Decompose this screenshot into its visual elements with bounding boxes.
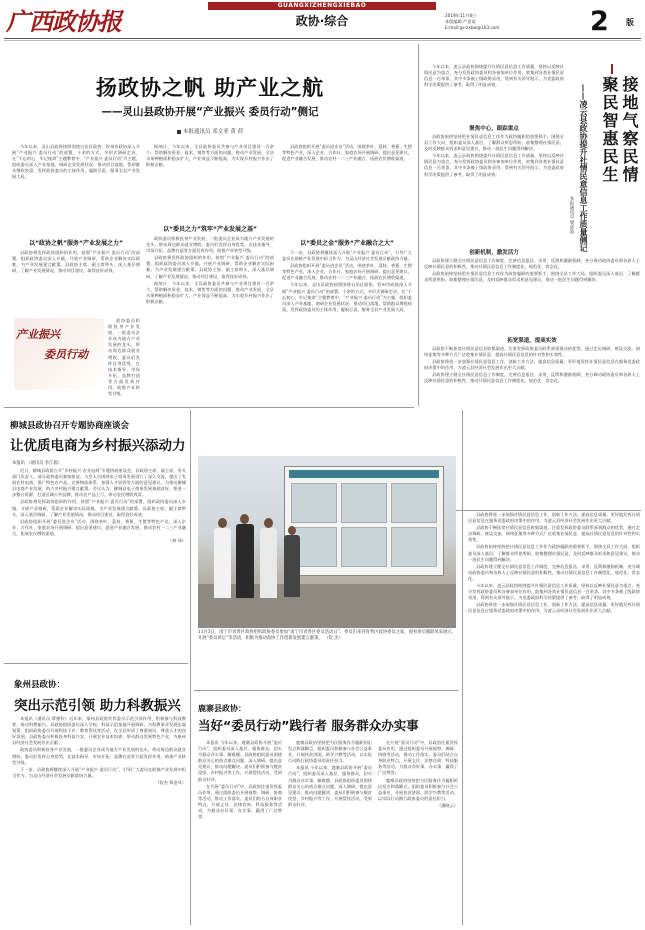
lead-body-col1: 今年以来，灵山县政协按照围绕自治区政协、钦州市政协深入开展“产业振兴 委员行动”的部署，十余的方式，多形式调研走访、在“不忘初心、牢记使命”主题教育中，“产业振兴 委员行动”为主题，组织委员深入产业基地、调研企业发展状况、推动项目落地，帮助群众增收致富，发挥政协委员的主体作用，履职尽责，服务全县产业发展大局。 (12, 144, 140, 180)
article3-body: 本报讯（通讯员 覃德钦）近年来，象州县政协发挥委员示范引领作用，积极参与科技教育，推动科教振兴。县政协组织委员深入学校、科技示范基地开展调研，为科教事业发展出谋划策，组织政协委员开展科技下乡、教育帮扶等活动，在全县形成了尊重知识、尊重人才的良好氛围。县政协委员积极投身科技兴农，开展农业技术培训，带动群众发展特色产业，为象州县经济社会发展作出贡献。 政协委员积极投身产业发展，一批委员企业成为地方产业发展的龙头，带动周边群众就业增收。委员们发挥自身优势，在技术指导、市场开拓、品牌打造等方面发挥作用，助推产业转型升级。 下一步，县政协将继续深入开展“产业振兴 委员行动”，引导广大委员在助推产业发展中担当作为，为灵山经济社会发展贡献政协力量。 （钦杰 覃金凤） (12, 716, 186, 785)
page-number: 2 (590, 6, 609, 37)
article3-headline: 突出示范引领 助力科教振兴 (14, 698, 181, 714)
page-suffix: 版 (626, 17, 634, 27)
article3-sign: （钦杰 覃金凤） (155, 779, 186, 785)
feature-headline-line1: 接地气察民情 (620, 76, 639, 184)
issue-editor: 本版编辑 严思诺 (445, 19, 476, 24)
article2-sign: （林 伟） (167, 538, 186, 544)
section-rule (4, 663, 188, 664)
issue-date: 2019年11月8日 (445, 13, 477, 18)
issue-email: E-mail:gx-zxbw@163.com (445, 25, 500, 30)
issue-info (445, 13, 499, 31)
lead-body-col2b: 政协委员积极投身产业发展，一批委员企业成为地方产业发展的龙头，带动周边群众就业增收。委员们发挥自身优势，在技术指导、市场开拓、品牌打造等方面发挥作用，助推产业转型升级。 县政协将发挥政协组织的作用，按照“产业振兴 委员行动”的部署，组织政协委员深入乡镇，开展产业调研，帮助企业解决实际困难，为产业发展建言献策。县政协主席、副主席带头，深入基层调研，了解产业发展情况，推动项目建设，取得良好成效。 据统计，今年以来，全县政协委员共参与产业项目建设一百余个，帮助解决资金、技术、销售等方面的问题，推动产业发展，全县水果种植面积稳步扩大，产业效益不断提高，为实现乡村振兴作出了积极贡献。 (146, 236, 274, 304)
feature-subhead-1: 聚焦中心，跟踪重点 (469, 126, 519, 132)
lead-body-col1b: 县政协将发挥政协组织的作用，按照“产业振兴 委员行动”的部署，组织政协委员深入乡镇，开展产业调研，帮助企业解决实际困难，为产业发展建言献策。县政协主席、副主席带头，深入基层调研，了解产业发展情况，推动项目建设，取得良好成效。 (12, 250, 140, 274)
exhibition-board (284, 466, 444, 576)
feature-body-3: 县政协建立健全社情民意信息工作制度，完善信息报送、采用、反馈和激励机制，充分调动政协委员和各界人士反映社情民意的积极性，推动社情民意信息工作制度化、规范化、常态化。 县政协始终坚持把社情民意信息工作作为政协履职的重要抓手，围绕全县工作大局，组织委员深入基层，了解群众所思所盼，收集整理社情民意，及时反映群众诉求和意见建议，推动一批民生问题得到解决。 (424, 258, 640, 283)
lead-body-col3: 县政协组织开展“委员进企业”活动，围绕茶叶、荔枝、香蕉、生猪等特色产业，深入企业、合作社、家庭农场开展调研，提出意见建议，促进产业融合发展，推动农村一二三产业融合，拓展农民增收渠道。 (282, 144, 412, 162)
article4-kicker: 鹿寨县政协： (198, 704, 246, 713)
masthead (0, 0, 645, 42)
lead-subhead-2: 以“委员之力”筑牢“产业发展之基” (163, 226, 257, 233)
article4-body-col1: 本报讯 今年以来，鹿寨县政协开展“委员行动”，组织委员深入基层、服务群众，切实为群众办实事、解难题。县政协组织委员围绕群众关心的热点难点问题，深入调研，提出意见建议，推动问题解决。委员们积极参与脱贫攻坚、乡村振兴等工作，开展帮扶活动，受到群众好评。 在开展“委员行动”中，县政协注重发挥委员作用，通过组织委员开展视察、调研、协商等活动，推动工作落实。委员们结合自身职业特点，开展义诊、法律咨询、科技服务等活动，为群众办好事、办实事，赢得了广泛赞誉。 (198, 740, 282, 820)
feature-body-4: 县政协不断拓宽社情民意信息收集渠道，注重发挥政协委员联系界别群众的优势，通过走访调研、座谈交流、网络征集等多种方式广泛收集社情民意，提高社情民意信息的针对性和实效性。 县政协将进一步加强社情民意信息工作，创新工作方法，提高信息质量，更好地发挥社情民意信息在服务党委政府决策中的作用，为凌云县经济社会发展作出更大贡献。 县政协建立健全社情民意信息工作制度，完善信息报送、采用、反馈和激励机制，充分调动政协委员和各界人士反映社情民意的积极性，推动社情民意信息工作制度化、规范化、常态化。 (424, 346, 640, 384)
feature-headline-line2: 聚民智惠民生 (600, 76, 619, 184)
article4-body-col2: 鹿寨县政协坚持把为民服务作为履职的出发点和落脚点，组织委员积极参与社会公益事业，开展扶贫济困、助学兴教等活动，以实际行动践行政协委员的责任担当。 本报讯 今年以来，鹿寨县政协开展“委员行动”，组织委员深入基层、服务群众，切实为群众办实事、解难题。县政协组织委员围绕群众关心的热点难点问题，深入调研，提出意见建议，推动问题解决。委员们积极参与脱贫攻坚、乡村振兴等工作，开展帮扶活动，受到群众好评。 (288, 740, 372, 807)
article4-headline: 当好“委员行动”践行者 服务群众办实事 (198, 718, 419, 733)
lead-body-col3b: 下一步，县政协将继续深入开展“产业振兴 委员行动”，引导广大委员在助推产业发展中担当作为，为灵山经济社会发展贡献政协力量。 县政协组织开展“委员进企业”活动，围绕茶叶、荔枝、香蕉、生猪等特色产业，深入企业、合作社、家庭农场开展调研，提出意见建议，促进产业融合发展，推动农村一二三产业融合，拓展农民增收渠道。 今年以来，灵山县政协按照围绕自治区政协、钦州市政协深入开展“产业振兴 委员行动”的部署，十余的方式，多形式调研走访、在“不忘初心、牢记使命”主题教育中，“产业振兴 委员行动”为主题，组织委员深入产业基地、调研企业发展状况、推动项目落地，帮助群众增收致富，发挥政协委员的主体作用，履职尽责，服务全县产业发展大局。 (282, 250, 412, 312)
feature-subhead-3: 拓宽渠道，提高实效 (507, 338, 557, 344)
column-divider (418, 44, 419, 406)
feature-byline: 本报通讯员 梁彦波 (569, 196, 574, 234)
graphic-text-1: 产业振兴 (16, 328, 60, 341)
lead-body-col2: 据统计，今年以来，全县政协委员共参与产业项目建设一百余个，帮助解决资金、技术、销售等方面的问题，推动产业发展，全县水果种植面积稳步扩大，产业效益不断提高，为实现乡村振兴作出了积极贡献。 (146, 144, 274, 168)
section-rule (4, 407, 414, 408)
section-title: 政协·综合 (295, 14, 349, 28)
newspaper-logo: 广西政协报 (6, 7, 121, 36)
lead-subhead-3: 以“委员之金”服务“产业融合之大” (300, 240, 394, 247)
lead-headline: 扬政协之帆 助产业之航 (95, 76, 325, 100)
column-divider (190, 410, 191, 925)
feature-body-2: 县政协始终坚持把社情民意信息工作作为政协履职的重要抓手，围绕全县工作大局，组织委员深入基层，了解群众所思所盼，收集整理社情民意，及时反映群众诉求和意见建议，推动一批民生问题得到解决。 今年以来，凌云县政协围绕提升社情民意信息工作质量，坚持以反映社情民意为重点，充分发挥政协委员和各参加单位作用，收集到各类社情民意信息一百余条，其中多条被上级政协采用，得到有关领导批示，为党委政府科学决策提供了参考，取得了明显成效。 (424, 134, 564, 177)
article4-body-col3: 在开展“委员行动”中，县政协注重发挥委员作用，通过组织委员开展视察、调研、协商等活动，推动工作落实。委员们结合自身职业特点，开展义诊、法律咨询、科技服务等活动，为群众办好事、办实事，赢得了广泛赞誉。 鹿寨县政协坚持把为民服务作为履职的出发点和落脚点，组织委员积极参与社会公益事业，开展扶贫济困、助学兴教等活动，以实际行动践行政协委员的责任担当。 （潘晓云） (378, 740, 458, 808)
article3-kicker: 象州县政协： (14, 680, 66, 690)
article2-body: 近日，柳城县政协召开“乡村振兴 农业电商”专题协商座谈会，县政协主席、副主席，有关部门负责人、部分政协委员参加座谈。与会人员围绕电子商务发展进行了深入交流，提出了发展农村电商、推广特色农产品、完善物流体系、加强人才培养等方面的意见建议，为推动柳城县电商产业发展、助力乡村振兴建言献策。会议认为，柳城县电子商务发展基础良好，要进一步整合资源，打造区域公共品牌，推动农产品上行，带动农民增收致富。 县政协将发挥政协组织的作用，按照“产业振兴 委员行动”的部署，组织政协委员深入乡镇，开展产业调研，帮助企业解决实际困难，为产业发展建言献策。县政协主席、副主席带头，深入基层调研，了解产业发展情况，推动项目建设，取得良好成效。 县政协组织开展“委员进企业”活动，围绕茶叶、荔枝、香蕉、生猪等特色产业，深入企业、合作社、家庭农场开展调研，提出意见建议，促进产业融合发展，推动农村一二三产业融合，拓展农民增收渠道。 （林 伟） (12, 468, 186, 544)
pinyin-bar: GUANGXIZHENGXIEBAO (208, 2, 436, 10)
photo-caption: 11月3日，南宁市青秀区政协组织政协委员参加“南宁市青秀区委员活动日”，委员们来到青秀区政协委员之家，观看委员履职风采展示，开展“委员讲坛”等活动，积极为推动政协工作创新发展建言献策。 （钦 杰） (198, 630, 456, 641)
feature-continued-body: 县政协将进一步加强社情民意信息工作，创新工作方法，提高信息质量，更好地发挥社情民意信息在服务党委政府决策中的作用，为凌云县经济社会发展作出更大贡献。 县政协不断拓宽社情民意信息收集渠道，注重发挥政协委员联系界别群众的优势，通过走访调研、座谈交流、网络征集等多种方式广泛收集社情民意，提高社情民意信息的针对性和实效性。 县政协始终坚持把社情民意信息工作作为政协履职的重要抓手，围绕全县工作大局，组织委员深入基层，了解群众所思所盼，收集整理社情民意，及时反映群众诉求和意见建议，推动一批民生问题得到解决。 县政协建立健全社情民意信息工作制度，完善信息报送、采用、反馈和激励机制，充分调动政协委员和各界人士反映社情民意的积极性，推动社情民意信息工作制度化、规范化、常态化。 今年以来，凌云县政协围绕提升社情民意信息工作质量，坚持以反映社情民意为重点，充分发挥政协委员和各参加单位作用，收集到各类社情民意信息一百余条，其中多条被上级政协采用，得到有关领导批示，为党委政府科学决策提供了参考，取得了明显成效。 县政协将进一步加强社情民意信息工作，创新工作方法，提高信息质量，更好地发挥社情民意信息在服务党委政府决策中的作用，为凌云县经济社会发展作出更大贡献。 (468, 512, 640, 614)
graphic-text-2: 委员行动 (44, 348, 88, 361)
lead-byline: 本报通讯员 邓文亚 黄 荷 (10, 127, 410, 135)
lead-subheadline: ——灵山县政协开展“产业振兴 委员行动”侧记 (101, 106, 319, 118)
industry-graphic (14, 318, 104, 390)
lead-subhead-1: 以“政协之帆”服务“产业发展之力” (29, 240, 123, 247)
byline-square-icon (177, 130, 181, 134)
feature-body-1: 今年以来，凌云县政协围绕提升社情民意信息工作质量，坚持以反映社情民意为重点，充分发挥政协委员和各参加单位作用，收集到各类社情民意信息一百余条，其中多条被上级政协采用，得到有关领导批示，为党委政府科学决策提供了参考，取得了明显成效。 (424, 64, 564, 88)
news-photo (198, 456, 456, 628)
article2-headline: 让优质电商为乡村振兴添动力 (10, 438, 186, 454)
article2-kicker: 柳城县政协召开专题协商座谈会 (10, 421, 130, 431)
lead-body-col1c: 政协委员积极投身产业发展，一批委员企业成为地方产业发展的龙头，带动周边群众就业增收。委员们发挥自身优势，在技术指导、市场开拓、品牌打造等方面发挥作用，助推产业转型升级。 (108, 318, 140, 397)
feature-subhead-2: 创新机制，激发活力 (469, 250, 519, 256)
section-rule (194, 690, 458, 691)
article2-byline: 本报讯 （通讯员 李江源） (12, 461, 62, 466)
article4-sign: （潘晓云） (437, 802, 458, 808)
feature-subheadline: ——凌云县政协提升社情民意信息工作质量侧记 (579, 84, 588, 252)
accent-bar (611, 64, 613, 74)
masthead-rule-thin (4, 40, 641, 41)
masthead-rule (4, 38, 641, 39)
